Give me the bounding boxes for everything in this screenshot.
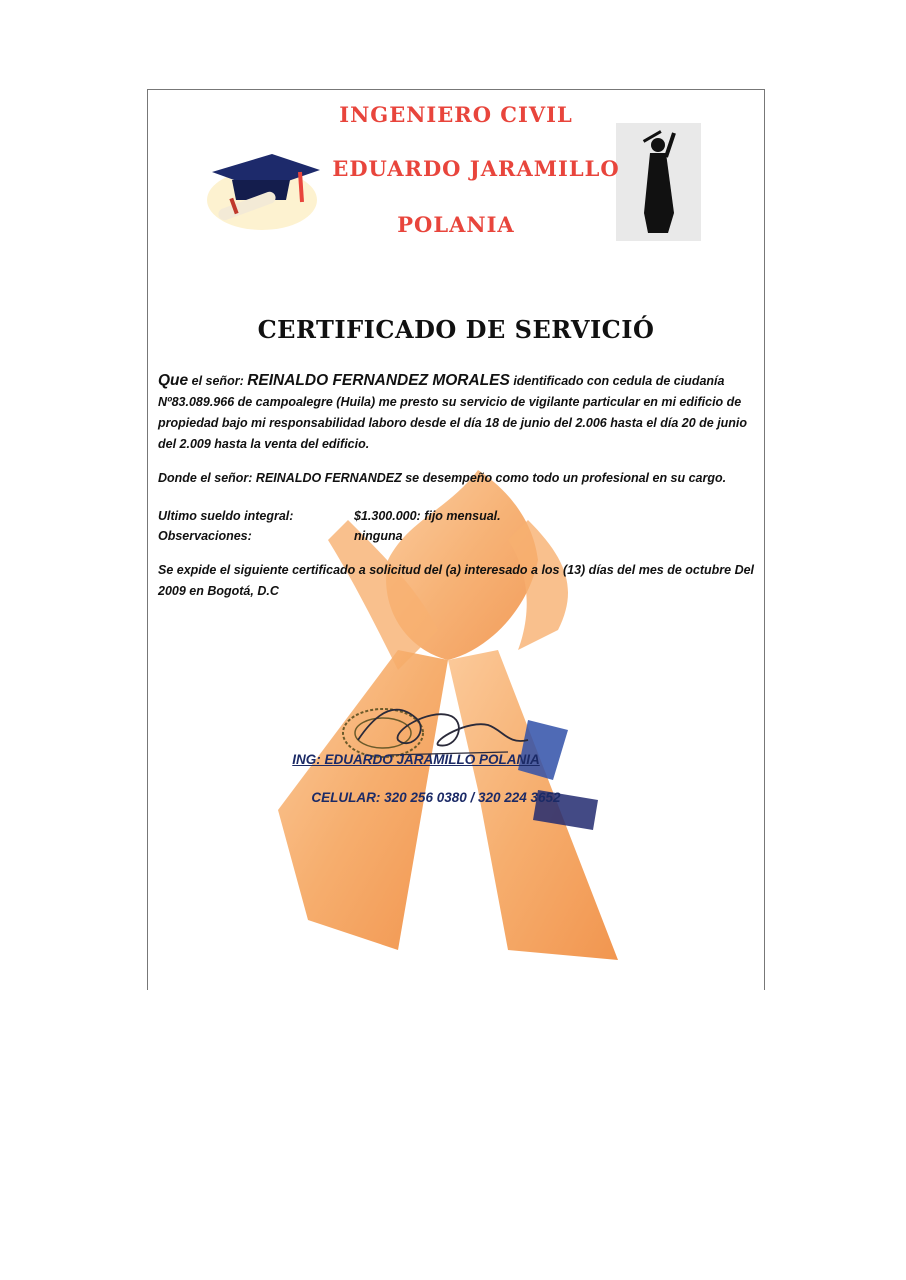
- paragraph-performance: Donde el señor: REINALDO FERNANDEZ se desempeño como todo un profesional en su cargo.: [158, 471, 727, 485]
- paragraph-issuance: Se expide el siguiente certificado a solicitud del (a) interesado a los (13) días del mes de octubre Del 2009 en Bogotá, D.C: [158, 563, 755, 598]
- salary-value: $1.300.000: fijo mensual.: [354, 509, 501, 523]
- notes-label: Observaciones:: [158, 529, 252, 543]
- header-title: INGENIERO CIVIL: [339, 102, 573, 127]
- header-name-line: EDUARDO JARAMILLO: [332, 156, 620, 181]
- header-surname-line: POLANIA: [397, 212, 515, 237]
- employee-name: REINALDO FERNANDEZ MORALES: [247, 372, 510, 389]
- salary-label: Ultimo sueldo integral:: [158, 509, 294, 523]
- intro-el-senor: el señor:: [188, 374, 248, 388]
- certificate-title: CERTIFICADO DE SERVICIÓ: [257, 315, 655, 344]
- signer-name: ING: EDUARDO JARAMILLO POLANIA: [292, 752, 540, 767]
- notes-row: [158, 526, 403, 547]
- salary-row: [158, 506, 501, 527]
- certificate-page: [147, 89, 765, 990]
- signer-phone: CELULAR: 320 256 0380 / 320 224 3652: [311, 790, 561, 805]
- paragraph-intro: [158, 370, 758, 455]
- intro-lead: Que: [158, 372, 189, 389]
- notes-value: ninguna: [354, 529, 403, 543]
- intro-rest: identificado con cedula de ciudanía Nº83.089.966 de campoalegre (Huila) me presto su servicio de vigilante particular en mi edificio de propiedad bajo mi responsabilidad laboro desde el día 18 de junio del 2.006 hasta el día 20 de junio del 2.009 hasta la venta del edificio.: [158, 374, 748, 451]
